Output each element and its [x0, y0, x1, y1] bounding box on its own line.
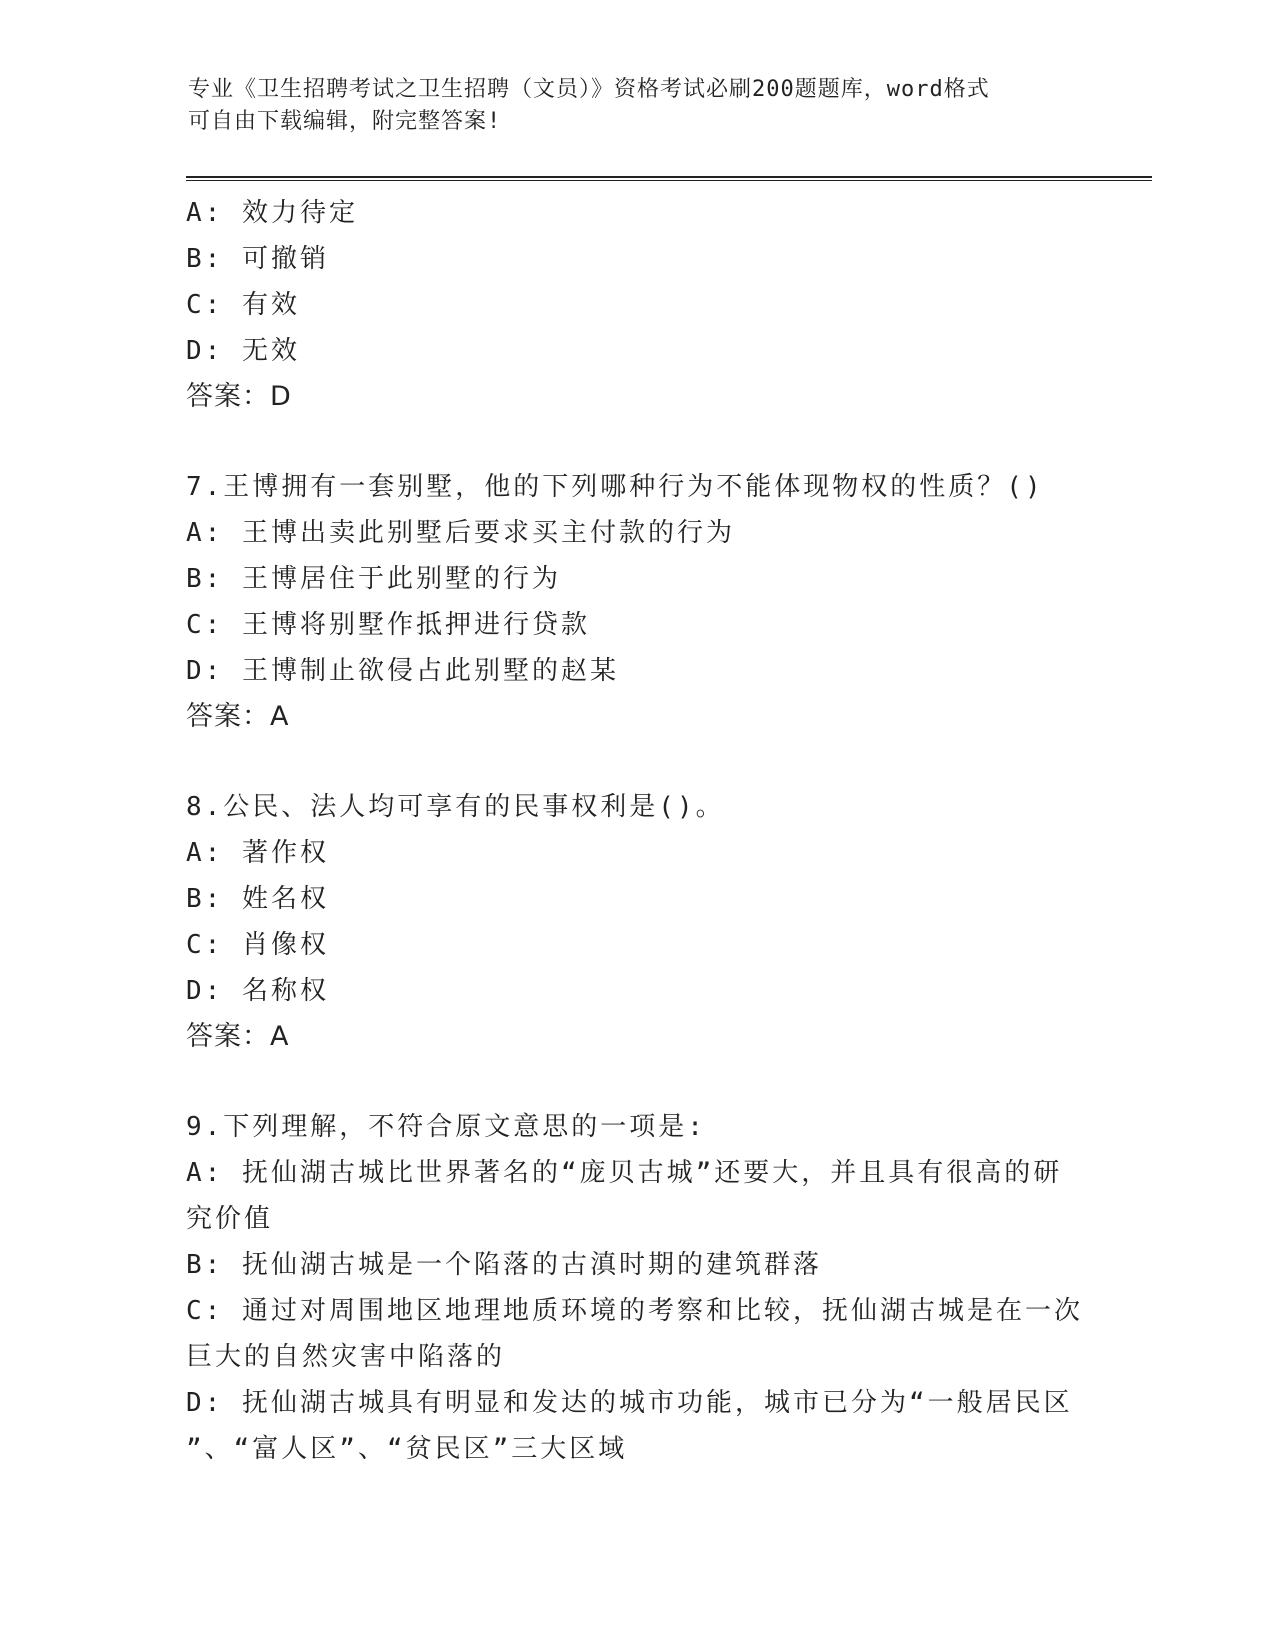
option-b: B: 可撤销: [186, 244, 329, 274]
spacer: [186, 1060, 1086, 1104]
option-b: B: 姓名权: [186, 884, 329, 914]
document-header: [188, 74, 1068, 138]
answer-line: 答案：A: [186, 701, 290, 732]
option-c: C: 王博将别墅作抵押进行贷款: [186, 610, 590, 640]
option-c: C: 有效: [186, 290, 300, 320]
option-d-line-1: D: 抚仙湖古城具有明显和发达的城市功能，城市已分为“一般居民区: [186, 1388, 1073, 1418]
divider-thick-line: [186, 176, 1152, 178]
option-b: B: 抚仙湖古城是一个陷落的古滇时期的建筑群落: [186, 1250, 822, 1280]
option-a: A: 著作权: [186, 838, 329, 868]
option-c-line-1: C: 通过对周围地区地理地质环境的考察和比较，抚仙湖古城是在一次: [186, 1296, 1083, 1326]
divider-thin-line: [186, 180, 1152, 181]
option-c: C: 肖像权: [186, 930, 329, 960]
question-8: [186, 784, 1086, 1060]
header-title-line-1: 专业《卫生招聘考试之卫生招聘（文员）》资格考试必刷200题题库，word格式: [188, 77, 990, 102]
option-d: D: 无效: [186, 336, 300, 366]
question-7: [186, 464, 1086, 740]
header-divider: [186, 176, 1152, 182]
answer-line: 答案：A: [186, 1021, 290, 1052]
question-stem: 7.王博拥有一套别墅，他的下列哪种行为不能体现物权的性质？(): [186, 472, 1044, 502]
question-6-continued: [186, 190, 1086, 420]
option-d-line-2: ”、“富人区”、“贫民区”三大区域: [186, 1434, 628, 1464]
option-a-line-2: 究价值: [186, 1204, 274, 1234]
answer-line: 答案：D: [186, 381, 292, 412]
spacer: [186, 420, 1086, 464]
option-a: A: 效力待定: [186, 198, 358, 228]
question-content: [186, 190, 1086, 1472]
spacer: [186, 740, 1086, 784]
question-stem: 9.下列理解，不符合原文意思的一项是:: [186, 1112, 706, 1142]
question-9: [186, 1104, 1086, 1472]
header-title-line-2: 可自由下载编辑，附完整答案!: [188, 109, 502, 134]
option-b: B: 王博居住于此别墅的行为: [186, 564, 561, 594]
option-a: A: 王博出卖此别墅后要求买主付款的行为: [186, 518, 735, 548]
option-a-line-1: A: 抚仙湖古城比世界著名的“庞贝古城”还要大，并且具有很高的研: [186, 1158, 1063, 1188]
option-d: D: 名称权: [186, 976, 329, 1006]
option-c-line-2: 巨大的自然灾害中陷落的: [186, 1342, 506, 1372]
question-stem: 8.公民、法人均可享有的民事权利是()。: [186, 792, 725, 822]
option-d: D: 王博制止欲侵占此别墅的赵某: [186, 656, 619, 686]
